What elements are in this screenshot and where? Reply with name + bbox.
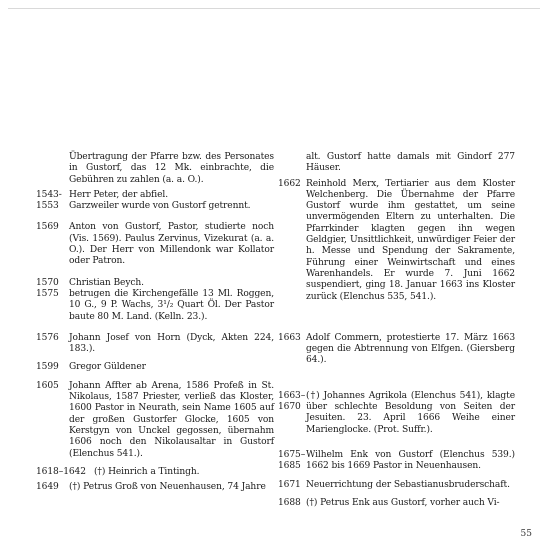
entry-year: 1599 [36,362,59,373]
entry-text: Herr Peter, der abfiel. [69,189,168,200]
entry-year: 1688 [278,497,301,508]
entry-1570 [36,278,274,289]
page-number: 55 [520,529,532,539]
entry-year: 1553 [36,201,59,212]
entry-1688 [278,498,515,509]
entry-year: 1570 [36,277,59,288]
entry-text: Gregor Güldener [69,362,146,373]
entry-year: 1662 [278,178,301,189]
entry-text: Anton von Gustorf, Pastor, studierte noch (Vis. 1569). Paulus Zervinus, Vizekurat (a. a. O.). Der Herr von Millendonk war Kollator oder Patron. [69,222,274,267]
entry-1569 [36,222,274,267]
entry-text: Johann Affter ab Arena, 1586 Profeß in St. Nikolaus, 1587 Priester, verließ das Kloster, 1600 Pastor in Neurath, sein Name 1605 auf der großen Gustorfer Glocke, 1605 von Kerstgyn von Unckel gegossen, übernahm 1606 noch den Nikolausaltar in Gustorf (Elenchus 541.). [69,380,274,459]
entry-1543 [36,190,274,201]
entry-text: Garzweiler wurde von Gustorf getrennt. [69,201,251,212]
entry-year: 1671 [278,479,301,490]
entry-text: (†) Heinrich a Tintingh. [93,466,200,477]
entry-1599 [36,362,274,373]
entry-text: Wilhelm Enk von Gustorf (Elenchus 539.) 1662 bis 1669 Pastor in Neuenhausen. [306,449,515,472]
entry-year: 1569 [36,222,59,233]
entry-text: betrugen die Kirchengefälle 13 Ml. Roggen, 10 G., 9 P. Wachs, 3¹/₂ Quart Öl. Der Pastor baute 80 M. Land. (Kelln. 23.). [69,288,274,322]
entry-text: Reinhold Merx, Tertiarier aus dem Kloster Welchenberg. Die Übernahme der Pfarre Gustorf wurde ihm gestattet, um seine unvermögenden Eltern zu unterhalten. Die Pfarrkinder klagten gegen ihn wegen Geldgier, Unsittlichkeit, unwürdiger Feier der h. Messe und Spendung der Sakramente, Führung einer Weinwirtschaft und eines Warenhandels. Er wurde 7. Juni 1662 suspendiert, ging 18. Januar 1663 ins Kloster zurück (Elenchus 535, 541.). [306,178,515,302]
entry-year: 1675– 1685 [278,449,306,472]
entry-text: (†) Petrus Groß von Neuenhausen, 74 Jahre [69,482,266,493]
entry-1649 [36,482,274,493]
entry-1618 [36,467,274,478]
entry-1663 [278,333,515,367]
entry-text: Adolf Commern, protestierte 17. März 1663 gegen die Abtrennung von Elfgen. (Giersberg 64.). [306,332,515,366]
right-continuation: alt. Gustorf hatte damals mit Gindorf 277 Häuser. [306,152,515,174]
entry-year: 1649 [36,482,59,493]
entry-year: 1543- [36,189,62,200]
entry-1675-1685 [278,450,515,473]
entry-1671 [278,480,515,491]
entry-1662 [278,179,515,303]
right-column [278,152,515,509]
entry-year: 1575 [36,288,59,299]
entry-text: Christian Beych. [69,277,144,288]
entry-year: 1605 [36,380,59,391]
entry-1576 [36,333,274,356]
entry-text: Neuerrichtung der Sebastianusbruderschaft. [306,479,510,490]
entry-year: 1663– 1670 [278,390,306,413]
entry-text: Johann Josef von Horn (Dyck, Akten 224, 183.). [69,332,274,355]
entry-year: 1663 [278,332,301,343]
entry-1553 [36,201,274,212]
entry-1663-1670 [278,391,515,436]
entry-1605 [36,381,274,460]
entry-text: (†) Petrus Enk aus Gustorf, vorher auch Vi- [306,497,500,508]
top-rule [8,8,540,9]
left-continuation: Übertragung der Pfarre bzw. des Personates in Gustorf, das 12 Mk. einbrachte, die Gebühren zu zahlen (a. a. O.). [69,152,274,185]
entry-text: (†) Johannes Agrikola (Elenchus 541), klagte über schlechte Besoldung von Seiten der Jesuiten. 23. April 1666 Weihe einer Marienglocke. (Prot. Suffr.). [306,390,515,435]
entry-1575 [36,289,274,323]
entry-year: 1576 [36,332,59,343]
entry-year: 1618–1642 [36,466,86,477]
left-column [36,152,274,493]
